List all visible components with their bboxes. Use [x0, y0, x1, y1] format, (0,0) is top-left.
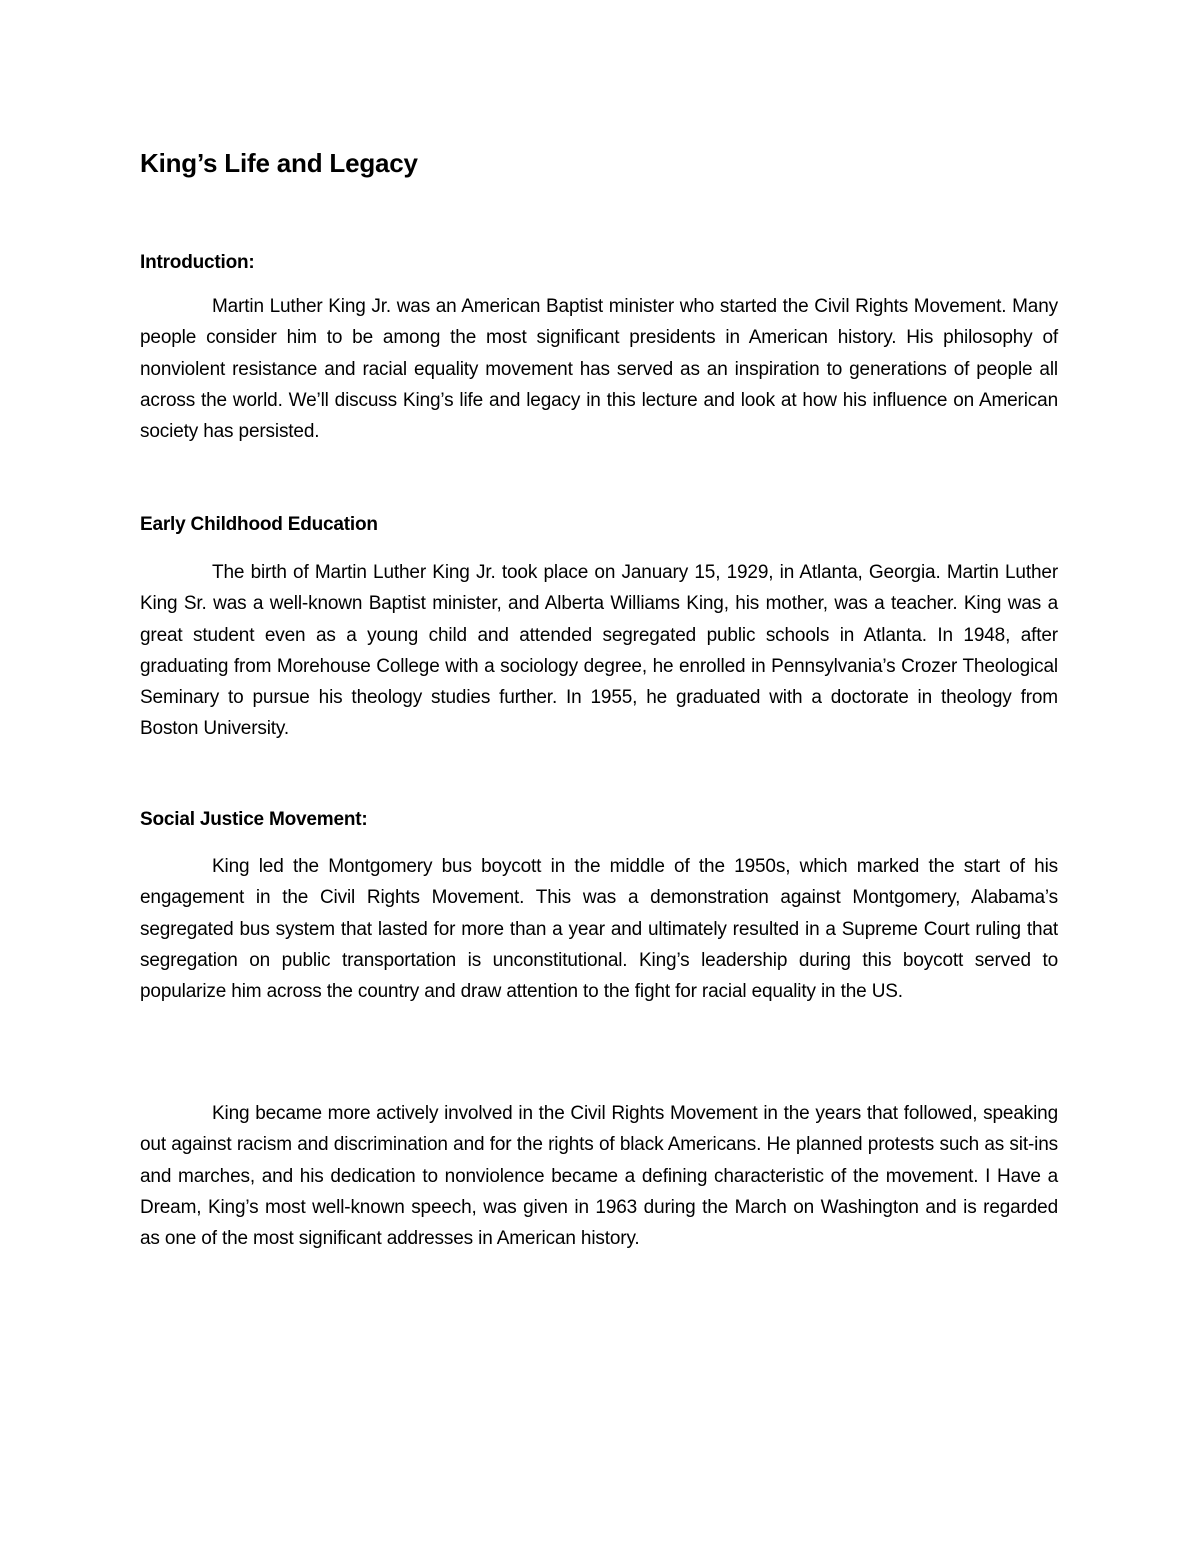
paragraph-introduction: Martin Luther King Jr. was an American Baptist minister who started the Civil Rights Movement. Many people consider him to be among the most significant presidents in American history. His philosophy of nonviolent resistance and racial equality movement has served as an inspiration to generations of people all across the world. We’ll discuss King’s life and legacy in this lecture and look at how his influence on American society has persisted.: [140, 296, 1058, 443]
section-heading-early-childhood: Early Childhood Education: [140, 514, 378, 535]
section-heading-social-justice: Social Justice Movement:: [140, 809, 368, 830]
paragraph-early-childhood: The birth of Martin Luther King Jr. took place on January 15, 1929, in Atlanta, Georgia. Martin Luther King Sr. was a well-known Baptist minister, and Alberta Williams King, his mother, was a teacher. King was a great student even as a young child and attended segregated public schools in Atlanta. In 1948, after graduating from Morehouse College with a sociology degree, he enrolled in Pennsylvania’s Crozer Theological Seminary to pursue his theology studies further. In 1955, he graduated with a doctorate in theology from Boston University.: [140, 562, 1058, 740]
paragraph-social-justice-1: King led the Montgomery bus boycott in the middle of the 1950s, which marked the start of his engagement in the Civil Rights Movement. This was a demonstration against Montgomery, Alabama’s segregated bus system that lasted for more than a year and ultimately resulted in a Supreme Court ruling that segregation on public transportation is unconstitutional. King’s leadership during this boycott served to popularize him across the country and draw attention to the fight for racial equality in the US.: [140, 856, 1058, 1003]
paragraph-social-justice-2: King became more actively involved in the Civil Rights Movement in the years that followed, speaking out against racism and discrimination and for the rights of black Americans. He planned protests such as sit-ins and marches, and his dedication to nonviolence became a defining characteristic of the movement. I Have a Dream, King’s most well-known speech, was given in 1963 during the March on Washington and is regarded as one of the most significant addresses in American history.: [140, 1103, 1058, 1250]
section-heading-introduction: Introduction:: [140, 252, 255, 273]
document-title: King’s Life and Legacy: [140, 148, 418, 178]
